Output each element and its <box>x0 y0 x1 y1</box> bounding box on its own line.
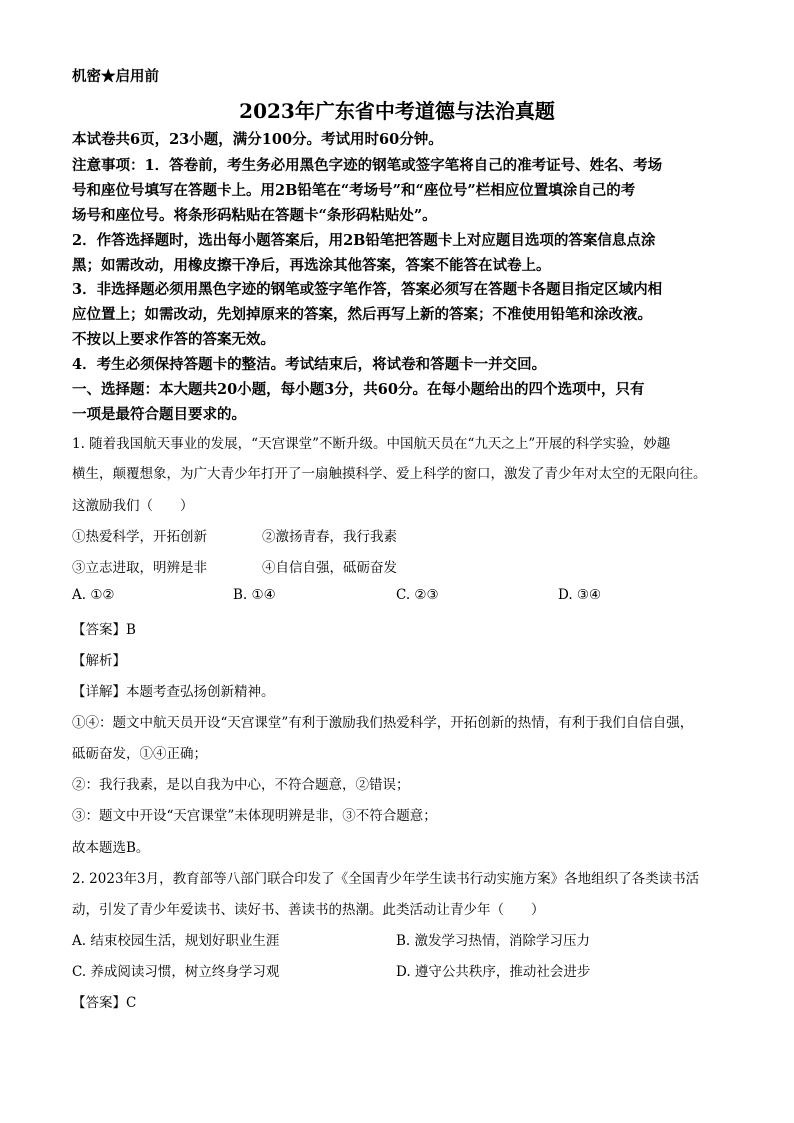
question-stem: 横生，颠覆想象，为广大青少年打开了一扇触摸科学、爱上科学的窗口，激发了青少年对太空的无限向往。 <box>72 466 707 482</box>
explanation-line: ②：我行我素，是以自我为中心，不符合题意，②错误； <box>72 777 410 793</box>
question-stem: 这激励我们（ ） <box>72 498 194 514</box>
question-stem: 动，引发了青少年爱读书、读好书、善读书的热潮。此类活动让青少年（ ） <box>72 902 545 918</box>
option-b: B. ①④ <box>233 587 276 603</box>
note-line: 2．作答选择题时，选出每小题答案后，用2B铅笔把答题卡上对应题目选项的答案信息点涂 <box>72 232 656 249</box>
explanation-line: 砥砺奋发，①④正确； <box>72 746 207 762</box>
note-line: 不按以上要求作答的答案无效。 <box>72 331 275 348</box>
explanation-line: ①④：题文中航天员开设“天宫课堂”有利于激励我们热爱科学，开拓创新的热情，有利于我们自信自强， <box>72 715 694 731</box>
note-line: 黑；如需改动，用橡皮擦干净后，再选涂其他答案，答案不能答在试卷上。 <box>72 257 551 274</box>
statement-item: ②激扬青春，我行我素 <box>262 529 397 545</box>
confidential-label: 机密★启用前 <box>72 68 159 85</box>
statement-item: ③立志进取，明辨是非 <box>72 560 207 576</box>
analysis-label: 【解析】 <box>72 653 126 669</box>
note-line: 号和座位号填写在答题卡上。用2B铅笔在“考场号”和“座位号”栏相应位置填涂自己的考 <box>72 182 636 199</box>
note-line: 应位置上；如需改动，先划掉原来的答案，然后再写上新的答案；不准使用铅笔和涂改液。 <box>72 306 652 323</box>
option-b: B. 激发学习热情，消除学习压力 <box>396 933 591 949</box>
statement-item: ①热爱科学，开拓创新 <box>72 529 207 545</box>
option-c: C. 养成阅读习惯，树立终身学习观 <box>72 964 280 980</box>
question-stem: 1. 随着我国航天事业的发展，“天宫课堂”不断升级。中国航天员在“九天之上”开展的科学实验，妙趣 <box>72 436 671 452</box>
statement-item: ④自信自强，砥砺奋发 <box>262 560 397 576</box>
note-line: 场号和座位号。将条形码粘贴在答题卡“条形码粘贴处”。 <box>72 207 437 224</box>
section-heading: 一、选择题：本大题共20小题，每小题3分，共60分。在每小题给出的四个选项中，只有 <box>72 381 645 398</box>
note-line: 3．非选择题必须用黑色字迹的钢笔或签字笔作答，答案必须写在答题卡各题目指定区域内相 <box>72 281 663 298</box>
page-title: 2023年广东省中考道德与法治真题 <box>239 99 555 123</box>
option-d: D. 遵守公共秩序，推动社会进步 <box>396 964 591 980</box>
question-stem: 2. 2023年3月，教育部等八部门联合印发了《全国青少年学生读书行动实施方案》各地组织了各类读书活 <box>72 871 700 887</box>
explanation-line: ③：题文中开设“天宫课堂”未体现明辨是非，③不符合题意； <box>72 808 437 824</box>
conclusion-line: 故本题选B。 <box>72 840 150 856</box>
exam-intro: 本试卷共6页，23小题，满分100分。考试用时60分钟。 <box>72 131 443 148</box>
option-d: D. ③④ <box>558 587 602 603</box>
option-a: A. ①② <box>72 587 115 603</box>
note-line: 注意事项：1．答卷前，考生务必用黑色字迹的钢笔或签字笔将自己的准考证号、姓名、考场 <box>72 157 663 174</box>
answer-label: 【答案】B <box>72 622 136 638</box>
detail-label: 【详解】本题考查弘扬创新精神。 <box>72 684 275 700</box>
option-c: C. ②③ <box>396 587 439 603</box>
section-heading: 一项是最符合题目要求的。 <box>72 406 246 423</box>
answer-label: 【答案】C <box>72 995 137 1011</box>
option-a: A. 结束校园生活，规划好职业生涯 <box>72 933 280 949</box>
note-line: 4．考生必须保持答题卡的整洁。考试结束后，将试卷和答题卡一并交回。 <box>72 356 547 373</box>
